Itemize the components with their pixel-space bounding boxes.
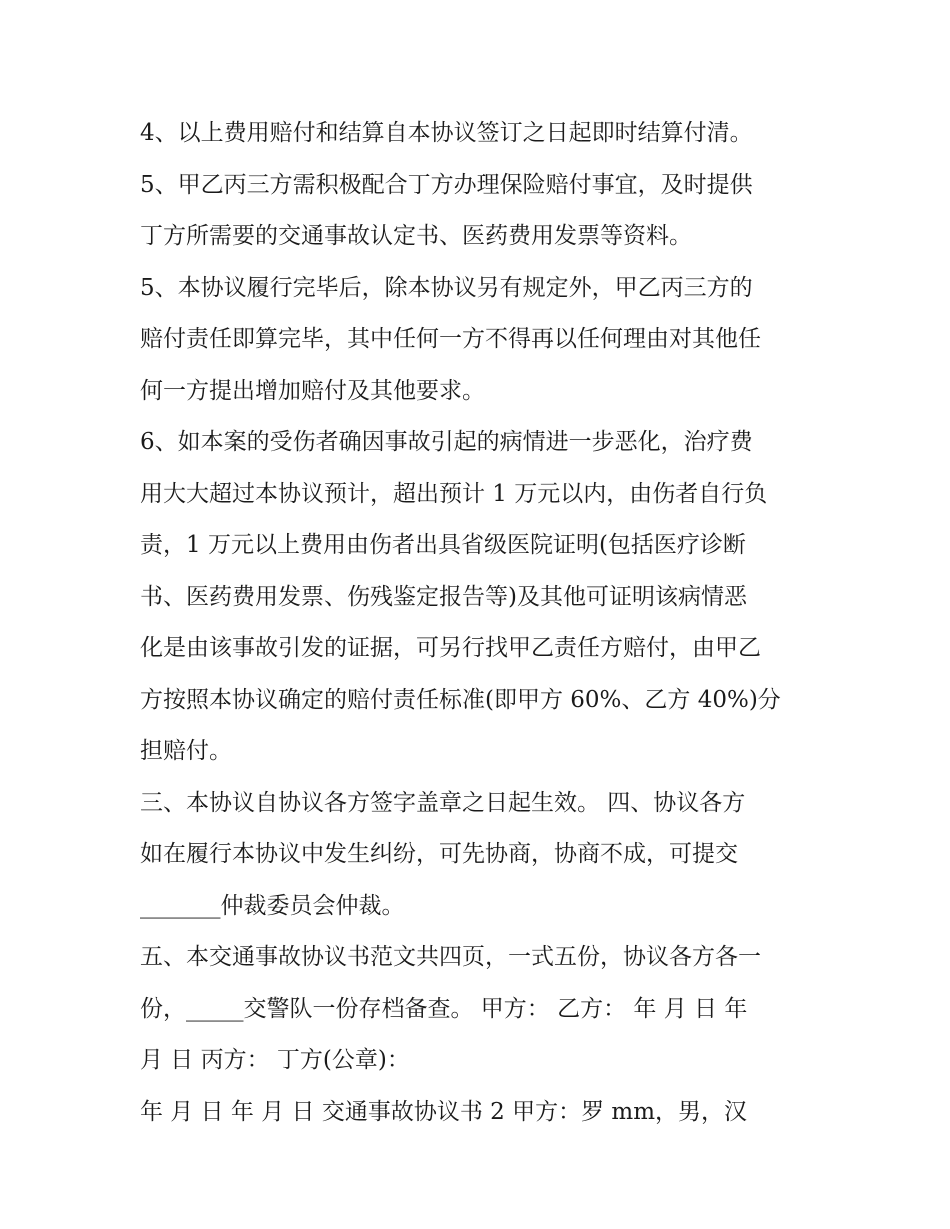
text-line: 书、医药费用发票、伤残鉴定报告等)及其他可证明该病情恶: [140, 583, 747, 610]
text-line: 化是由该事故引发的证据，可另行找甲乙责任方赔付，由甲乙: [140, 635, 761, 661]
text-line: 方按照本协议确定的赔付责任标准(即甲方 60%、乙方 40%)分: [140, 686, 781, 713]
text-line: 4、以上费用赔付和结算自本协议签订之日起即时结算付清。: [140, 120, 753, 146]
text-line: 丁方所需要的交通事故认定书、医药费用发票等资料。: [140, 223, 692, 249]
text-line: 担赔付。: [140, 738, 232, 764]
text-line: 月 日 丙方： 丁方(公章)：: [140, 1047, 410, 1073]
text-line: 份，_____交警队一份存档备查。 甲方： 乙方： 年 月 日 年: [140, 995, 748, 1022]
text-line: 5、本协议履行完毕后，除本协议另有规定外，甲乙丙三方的: [140, 274, 753, 301]
text-line: 赔付责任即算完毕，其中任何一方不得再以任何理由对其他任: [140, 326, 761, 352]
document-body: [140, 108, 820, 1138]
text-line: 用大大超过本协议预计，超出预计 1 万元以内，由伤者自行负: [140, 480, 768, 507]
text-line: 如在履行本协议中发生纠纷，可先协商，协商不成，可提交: [140, 841, 738, 867]
text-line: 五、本交通事故协议书范文共四页，一式五份，协议各方各一: [140, 944, 761, 970]
text-line: 6、如本案的受伤者确因事故引起的病情进一步恶化，治疗费: [140, 429, 753, 455]
text-line: _______仲裁委员会仲裁。: [140, 892, 405, 919]
text-line: 责，1 万元以上费用由伤者出具省级医院证明(包括医疗诊断: [140, 532, 746, 558]
text-line: 5、甲乙丙三方需积极配合丁方办理保险赔付事宜，及时提供: [140, 171, 753, 198]
text-line: 何一方提出增加赔付及其他要求。: [140, 377, 485, 404]
text-line: 三、本协议自协议各方签字盖章之日起生效。 四、协议各方: [140, 789, 746, 816]
text-line: 年 月 日 年 月 日 交通事故协议书 2 甲方：罗 mm，男，汉: [140, 1098, 748, 1125]
